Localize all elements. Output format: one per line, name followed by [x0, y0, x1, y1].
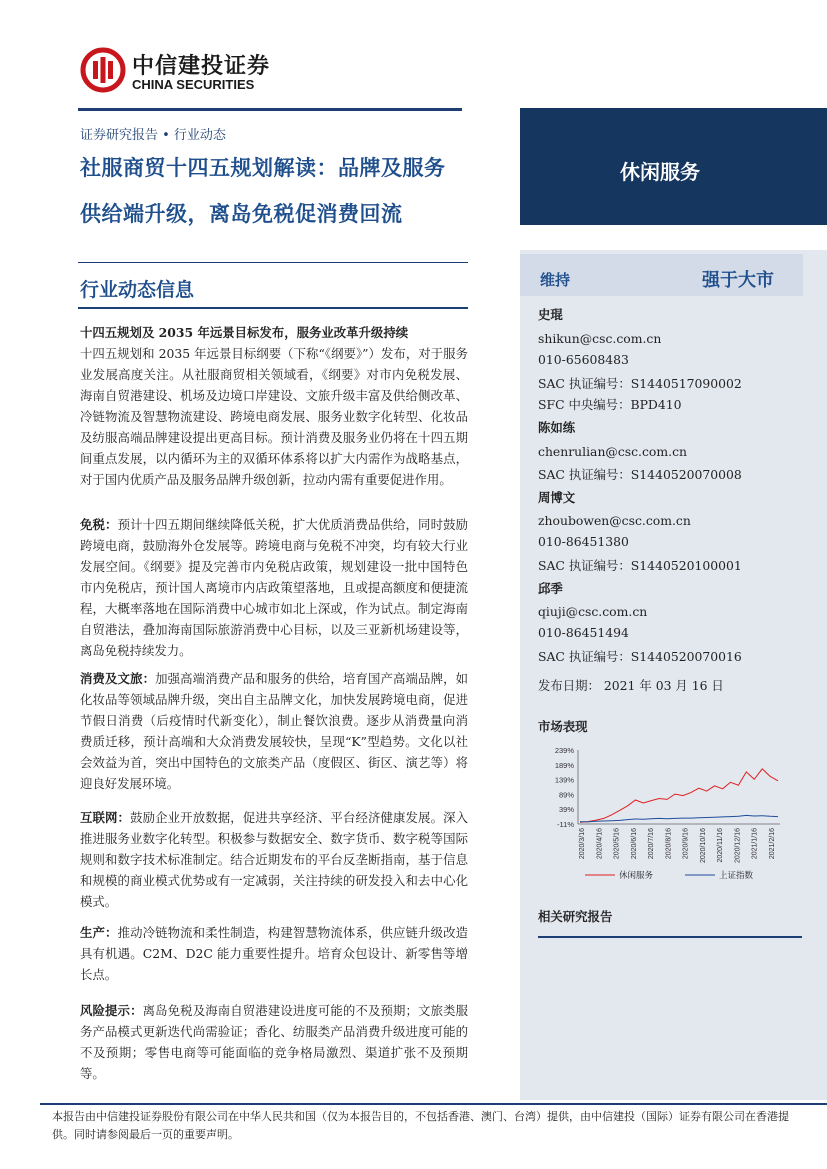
legend-label: 休闲服务 — [619, 871, 654, 881]
report-title-line1: 社服商贸十四五规划解读：品牌及服务 — [80, 156, 446, 180]
logo-text-cn: 中信建投证券 — [132, 54, 271, 79]
paragraph-heading: 十四五规划及 2035 年远景目标发布，服务业改革升级持续 — [80, 325, 409, 340]
series-line — [580, 769, 778, 822]
y-tick-label: 89% — [558, 790, 574, 800]
analyst-sac: SAC 执证编号：S1440520070008 — [538, 467, 742, 482]
section-top-rule — [78, 262, 468, 263]
analyst-name: 邱季 — [538, 581, 563, 596]
paragraph-duty-free — [80, 514, 468, 661]
analyst-name: 史琨 — [538, 307, 563, 322]
x-tick-label: 2020/5/16 — [613, 828, 621, 860]
logo-mark — [80, 47, 126, 93]
x-tick-label: 2020/3/16 — [579, 828, 586, 860]
x-tick-label: 2020/7/16 — [648, 828, 656, 860]
analyst-phone: 010-86451494 — [538, 625, 629, 640]
sector-label: 休闲服务 — [620, 160, 700, 184]
analyst-email[interactable]: shikun@csc.com.cn — [538, 331, 662, 346]
section-heading: 行业动态信息 — [80, 279, 195, 301]
publish-date: 发布日期： 2021 年 03 月 16 日 — [538, 678, 724, 693]
paragraph-label: 消费及文旅： — [80, 671, 156, 686]
paragraph-text: 加强高端消费产品和服务的供给，培育国产高端品牌，如化妆品等领域品牌升级，突出自主品牌文化，加快发展跨境电商，促进节假日消费（后疫情时代新变化），制止餐饮浪费。逐步从消费量向消费质迁移，预计高端和大众消费发展较快，呈现“K”型趋势。文化以社会效益为首，突出中国特色的文旅类产品（度假区、街区、演艺等）将迎良好发展环境。 — [80, 671, 469, 791]
paragraph-production — [80, 922, 468, 985]
analyst-name: 周博文 — [538, 490, 576, 505]
series-line — [580, 815, 778, 822]
paragraph-label: 免税： — [80, 517, 118, 532]
report-type: 证券研究报告 • 行业动态 — [80, 128, 226, 143]
x-tick-label: 2020/4/16 — [596, 828, 604, 860]
paragraph-label: 生产： — [80, 925, 118, 940]
y-tick-label: 39% — [558, 805, 574, 815]
y-tick-label: 189% — [554, 760, 574, 770]
analyst-phone: 010-86451380 — [538, 534, 629, 549]
paragraph-internet — [80, 807, 468, 912]
section-bottom-rule — [78, 307, 468, 309]
paragraph-text: 十四五规划和 2035 年远景目标纲要（下称“《纲要》”）发布，对于服务业发展高度关注。从社服商贸相关领域看，《纲要》对市内免税发展、海南自贸港建设、机场及边境口岸建设、文旅升级丰富及供给侧改革、冷链物流及智慧物流建设、跨境电商发展、服务业数字化转型、化妆品及纺服高端品牌建设提出更高目标。预计消费及服务业仍将在十四五期间重点发展，以内循环为主的双循环体系将以扩大内需作为战略基点，对于国内优质产品及服务品牌升级创新，拉动内需有重要促进作用。 — [80, 346, 468, 487]
related-reports-title: 相关研究报告 — [538, 909, 613, 924]
x-tick-label: 2020/9/16 — [682, 828, 690, 860]
paragraph-text: 鼓励企业开放数据，促进共享经济、平台经济健康发展。深入推进服务业数字化转型。积极参与数据安全、数字货币、数字税等国际规则和数字技术标准制定。结合近期发布的平台反垄断指南，基于信息和规模的商业模式优势或有一定减弱，关注持续的研发投入和去中心化模式。 — [80, 810, 469, 909]
paragraph-risk — [80, 1000, 468, 1084]
company-logo — [80, 45, 300, 95]
paragraph-consumption — [80, 668, 468, 794]
analyst-phone: 010-65608483 — [538, 352, 629, 367]
paragraph-text: 推动冷链物流和柔性制造，构建智慧物流体系，供应链升级改造具有机遇。C2M、D2C 能力重要性提升。培育众包设计、新零售等增长点。 — [80, 925, 469, 982]
logo-text-en: CHINA SECURITIES — [132, 77, 255, 92]
analyst-email[interactable]: zhoubowen@csc.com.cn — [538, 513, 691, 528]
analyst-sfc: SFC 中央编号：BPD410 — [538, 397, 682, 412]
y-tick-label: -11% — [557, 820, 574, 829]
market-performance-chart — [530, 740, 790, 890]
x-tick-label: 2020/8/16 — [665, 828, 673, 860]
report-title-line2: 供给端升级，离岛免税促消费回流 — [80, 202, 403, 226]
header-divider — [78, 108, 462, 111]
paragraph-policy — [80, 322, 468, 490]
x-tick-label: 2020/6/16 — [630, 828, 638, 860]
analyst-email[interactable]: chenrulian@csc.com.cn — [538, 444, 688, 459]
x-tick-label: 2020/11/16 — [717, 828, 725, 863]
analyst-name: 陈如练 — [538, 420, 576, 435]
legend-label: 上证指数 — [719, 871, 754, 881]
analyst-sac: SAC 执证编号：S1440520070016 — [538, 649, 742, 664]
x-tick-label: 2020/12/16 — [734, 828, 742, 864]
analyst-sac: SAC 执证编号：S1440520100001 — [538, 558, 742, 573]
x-tick-label: 2021/1/16 — [751, 828, 759, 860]
paragraph-text: 离岛免税及海南自贸港建设进度可能的不及预期；文旅类服务产品模式更新迭代尚需验证；香化、纺服类产品消费升级进度可能的不及预期；零售电商等可能面临的竞争格局激烈、渠道扩张不及预期等。 — [80, 1003, 469, 1081]
market-performance-title: 市场表现 — [538, 719, 588, 734]
footer-divider — [40, 1103, 827, 1105]
related-reports-rule — [538, 936, 802, 938]
paragraph-text: 预计十四五期间继续降低关税，扩大优质消费品供给，同时鼓励跨境电商，鼓励海外仓发展等。跨境电商与免税不冲突，均有较大行业发展空间。《纲要》提及完善市内免税店政策，规划建设一批中国特色市内免税店，预计国人离境市内店政策望落地，且或提高额度和便捷流程，大概率落地在国际消费中心城市如北上深或，作为试点。制定海南自贸港法，叠加海南国际旅游消费中心目标，以及三亚新机场建设等，离岛免税持续发力。 — [80, 517, 469, 658]
x-tick-label: 2021/2/16 — [769, 828, 776, 860]
rating-target: 强于大市 — [702, 270, 774, 291]
y-tick-label: 239% — [554, 746, 574, 755]
analyst-email[interactable]: qiuji@csc.com.cn — [538, 604, 648, 619]
x-tick-label: 2020/10/16 — [699, 828, 707, 864]
footer-disclaimer: 本报告由中信建投证券股份有限公司在中华人民共和国（仅为本报告目的，不包括香港、澳门、台湾）提供，由中信建投（国际）证券有限公司在香港提供。同时请参阅最后一页的重要声明。 — [52, 1110, 789, 1141]
analyst-sac: SAC 执证编号：S1440517090002 — [538, 376, 742, 391]
paragraph-label: 风险提示： — [80, 1003, 143, 1018]
y-tick-label: 139% — [554, 775, 574, 785]
rating-label: 维持 — [540, 271, 571, 289]
paragraph-label: 互联网： — [80, 810, 131, 825]
